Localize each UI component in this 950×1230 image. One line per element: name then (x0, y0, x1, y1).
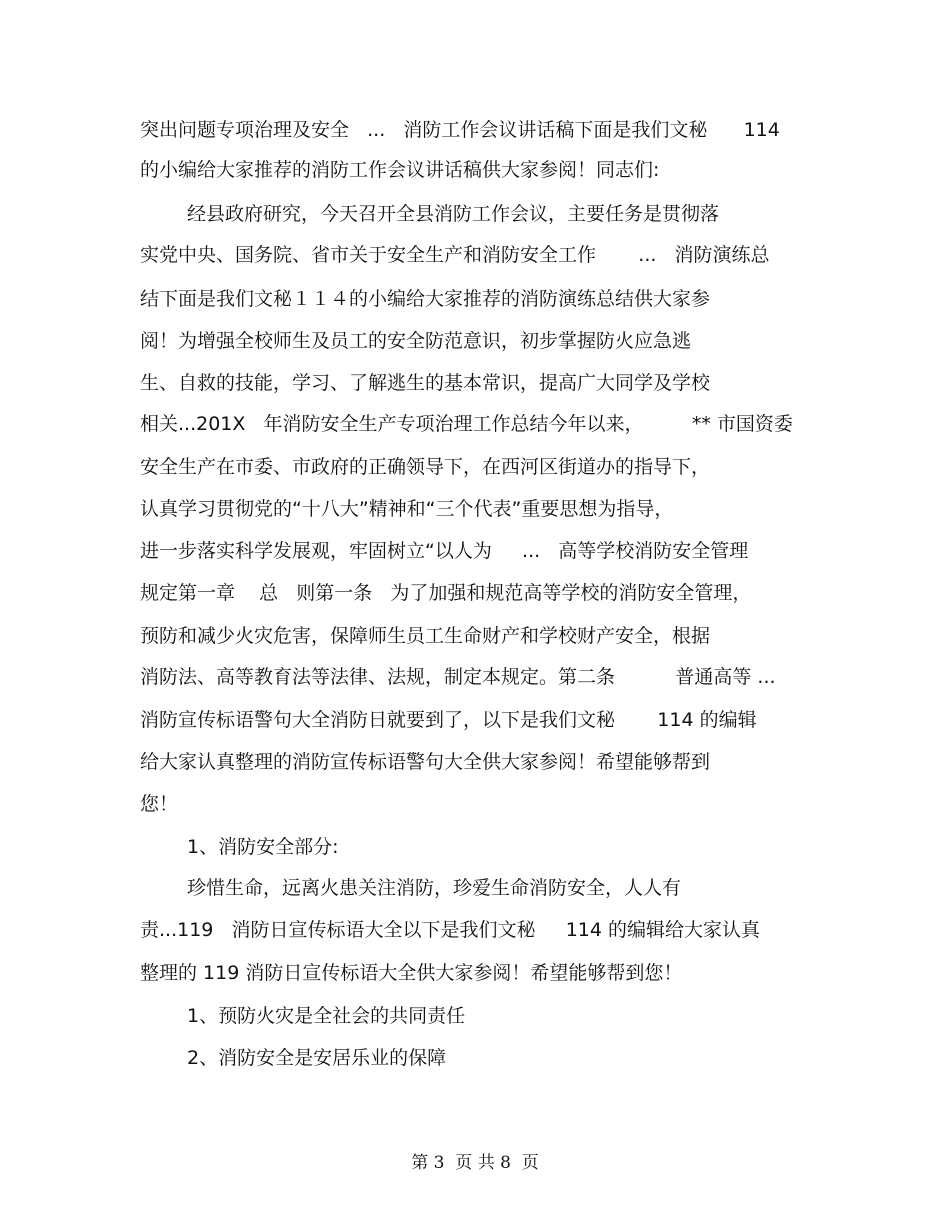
body-text-line: 您！ (140, 793, 179, 815)
body-text-line: 消防法、高等教育法等法律、法规，制定本规定。第二条 普通高等 ... (140, 666, 776, 688)
page-number-footer: 第 3 页 共 8 页 (411, 1153, 539, 1173)
body-text-line: 实党中央、国务院、省市关于安全生产和消防安全工作 ... 消防演练总 (140, 244, 770, 266)
body-text-line: 给大家认真整理的消防宣传标语警句大全供大家参阅！希望能够帮到 (140, 751, 711, 773)
body-text-line: 消防宣传标语警句大全消防日就要到了，以下是我们文秘 114 的编辑 (140, 709, 757, 731)
body-text-line: 生、自救的技能，学习、了解逃生的基本常识，提高广大同学及学校 (140, 372, 711, 394)
list-item: 2、消防安全是安居乐业的保障 (187, 1047, 447, 1069)
body-text-line: 相关...201X 年消防安全生产专项治理工作总结今年以来， ** 市国资委 (140, 413, 793, 435)
body-text-line: 阅！为增强全校师生及员工的安全防范意识，初步掌握防火应急逃 (140, 330, 692, 352)
body-text-line: 预防和减少火灾危害，保障师生员工生命财产和学校财产安全，根据 (140, 625, 711, 647)
body-text-line: 珍惜生命，远离火患关注消防，珍爱生命消防安全，人人有 (187, 877, 682, 899)
body-text-line: 整理的 119 消防日宣传标语大全供大家参阅！希望能够帮到您！ (140, 962, 683, 984)
body-text-line: 突出问题专项治理及安全 ... 消防工作会议讲话稿下面是我们文秘 114 (140, 119, 780, 141)
body-text-line: 责...119 消防日宣传标语大全以下是我们文秘 114 的编辑给大家认真 (140, 919, 761, 941)
body-text-line: 认真学习贯彻党的“十八大”精神和“三个代表”重要思想为指导， (140, 498, 674, 520)
list-heading: 1、消防安全部分: (187, 836, 339, 858)
body-text-line: 结下面是我们文秘１１４的小编给大家推荐的消防演练总结供大家参 (140, 288, 711, 310)
body-text-line: 进一步落实科学发展观，牢固树立“以人为 ... 高等学校消防安全管理 (140, 540, 749, 562)
body-text-line: 的小编给大家推荐的消防工作会议讲话稿供大家参阅！同志们: (140, 159, 660, 181)
body-text-line: 规定第一章 总 则第一条 为了加强和规范高等学校的消防安全管理， (140, 582, 752, 604)
list-item: 1、预防火灾是全社会的共同责任 (187, 1005, 466, 1027)
body-text-line: 经县政府研究，今天召开全县消防工作会议，主要任务是贯彻落 (187, 203, 720, 225)
body-text-line: 安全生产在市委、市政府的正确领导下，在西河区街道办的指导下， (140, 456, 711, 478)
